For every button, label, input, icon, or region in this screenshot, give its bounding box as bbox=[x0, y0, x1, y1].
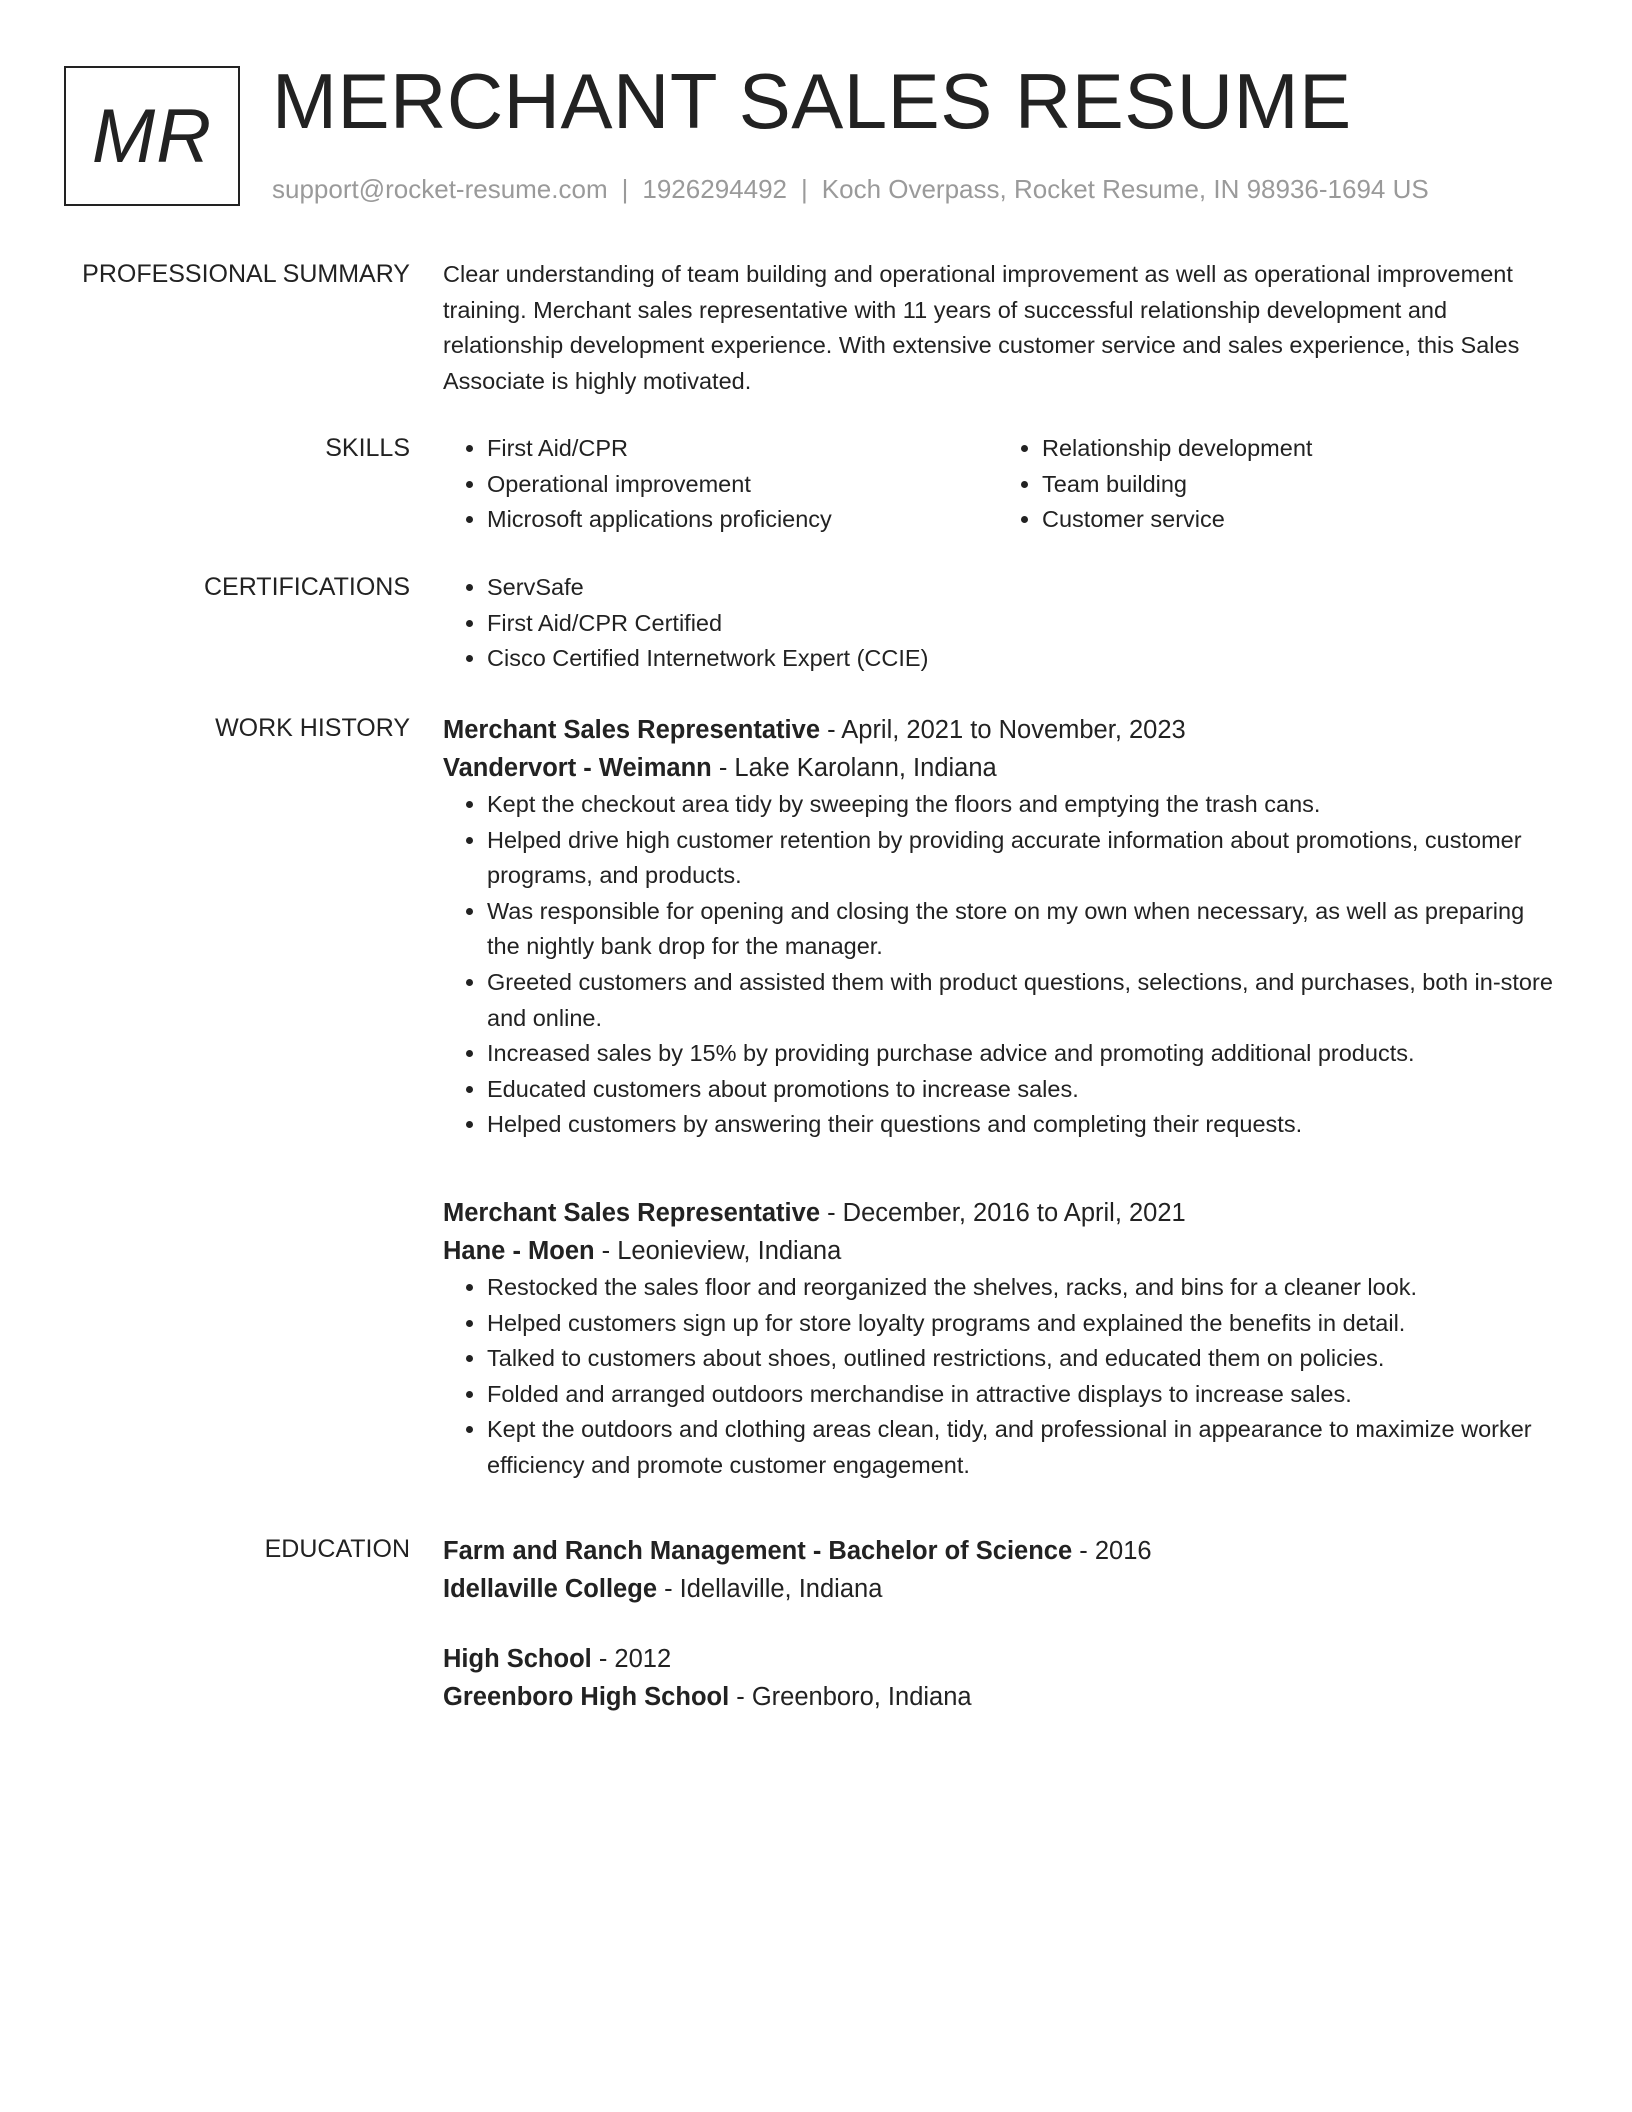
education-school: Greenboro High School bbox=[443, 1683, 730, 1711]
job-bullet: • Helped customers sign up for store loyalty programs and explained the benefits in detail. bbox=[487, 1306, 1553, 1342]
monogram-initials: MR bbox=[91, 93, 213, 179]
skills-list-left bbox=[443, 431, 998, 538]
job-company: Hane - Moen bbox=[443, 1237, 595, 1265]
certification-item: • Cisco Certified Internetwork Expert (CCIE) bbox=[487, 641, 1553, 677]
section-title-certifications: CERTIFICATIONS bbox=[203, 573, 410, 601]
job-bullet: • Kept the checkout area tidy by sweeping the floors and emptying the trash cans. bbox=[487, 787, 1553, 823]
job-company-line bbox=[443, 749, 1553, 787]
education-degree-line bbox=[443, 1640, 1553, 1678]
job-bullet: • Was responsible for opening and closing the store on my own when necessary, as well as preparing the nightly bank drop for the manager. bbox=[487, 894, 1553, 965]
education-school: Idellaville College bbox=[443, 1575, 657, 1603]
job-bullet: • Restocked the sales floor and reorganized the shelves, racks, and bins for a cleaner look. bbox=[487, 1270, 1553, 1306]
education-school-line bbox=[443, 1570, 1553, 1608]
education-entry-2 bbox=[443, 1640, 1553, 1716]
job-bullet: • Kept the outdoors and clothing areas clean, tidy, and professional in appearance to maximize worker efficiency and promote customer engagement. bbox=[487, 1412, 1553, 1483]
education-degree: Farm and Ranch Management - Bachelor of Science bbox=[443, 1537, 1073, 1565]
certification-item: • First Aid/CPR Certified bbox=[487, 606, 1553, 642]
job-company: Vandervort - Weimann bbox=[443, 754, 712, 782]
skill-item: • Microsoft applications proficiency bbox=[487, 502, 998, 538]
job-bullets bbox=[443, 787, 1553, 1143]
job-location: - Leonieview, Indiana bbox=[594, 1237, 842, 1265]
job-company-line bbox=[443, 1232, 1553, 1270]
section-title-education: EDUCATION bbox=[264, 1535, 410, 1563]
job-bullet: • Folded and arranged outdoors merchandise in attractive displays to increase sales. bbox=[487, 1377, 1553, 1413]
education-location: - Greenboro, Indiana bbox=[729, 1683, 972, 1711]
contact-phone: 1926294492 bbox=[642, 174, 787, 204]
education-degree-line bbox=[443, 1532, 1553, 1570]
skill-item: • Team building bbox=[1042, 467, 1553, 503]
contact-line bbox=[272, 172, 1429, 206]
job-2 bbox=[443, 1194, 1553, 1484]
job-bullet: • Helped drive high customer retention by providing accurate information about promotions, customer programs, and products. bbox=[487, 823, 1553, 894]
education-location: - Idellaville, Indiana bbox=[657, 1575, 883, 1603]
job-title-line bbox=[443, 711, 1553, 749]
job-dates: - December, 2016 to April, 2021 bbox=[820, 1199, 1186, 1227]
summary-text: Clear understanding of team building and operational improvement as well as operational improvement training. Merchant sales representative with 11 years of successful relationship development and relationship development experience. With extensive customer service and sales experience, this Sales Associate is highly motivated. bbox=[443, 261, 1520, 394]
education-entry-1 bbox=[443, 1532, 1553, 1608]
job-1 bbox=[443, 711, 1553, 1143]
skill-item: • Relationship development bbox=[1042, 431, 1553, 467]
job-bullet: • Educated customers about promotions to increase sales. bbox=[487, 1072, 1553, 1108]
job-role: Merchant Sales Representative bbox=[443, 1199, 820, 1227]
contact-separator: | bbox=[621, 174, 629, 204]
contact-separator: | bbox=[801, 174, 808, 204]
job-title-line bbox=[443, 1194, 1553, 1232]
education-school-line bbox=[443, 1678, 1553, 1716]
job-bullet: • Increased sales by 15% by providing purchase advice and promoting additional products. bbox=[487, 1036, 1553, 1072]
job-location: - Lake Karolann, Indiana bbox=[711, 754, 997, 782]
job-bullet: • Helped customers by answering their questions and completing their requests. bbox=[487, 1107, 1553, 1143]
education-degree: High School bbox=[443, 1645, 592, 1673]
skills-list-right bbox=[998, 431, 1553, 538]
section-title-summary: PROFESSIONAL SUMMARY bbox=[82, 260, 410, 288]
contact-address: Koch Overpass, Rocket Resume, IN 98936-1694 US bbox=[821, 174, 1429, 204]
education-year: - 2016 bbox=[1072, 1537, 1152, 1565]
job-bullets bbox=[443, 1270, 1553, 1484]
contact-email: support@rocket-resume.com bbox=[272, 174, 608, 204]
certifications-body bbox=[443, 570, 1553, 677]
certifications-list bbox=[443, 570, 1553, 677]
job-bullet: • Greeted customers and assisted them with product questions, selections, and purchases, both in-store and online. bbox=[487, 965, 1553, 1036]
summary-body bbox=[443, 257, 1553, 399]
skill-item: • Customer service bbox=[1042, 502, 1553, 538]
certification-item: • ServSafe bbox=[487, 570, 1553, 606]
section-title-skills: SKILLS bbox=[325, 434, 410, 462]
education-year: - 2012 bbox=[591, 1645, 672, 1673]
resume-title: MERCHANT SALES RESUME bbox=[272, 57, 1352, 145]
monogram-logo bbox=[64, 66, 240, 206]
job-bullet: • Talked to customers about shoes, outlined restrictions, and educated them on policies. bbox=[487, 1341, 1553, 1377]
skills-body bbox=[443, 431, 1553, 538]
job-role: Merchant Sales Representative bbox=[443, 716, 820, 744]
skill-item: • First Aid/CPR bbox=[487, 431, 998, 467]
job-dates: - April, 2021 to November, 2023 bbox=[820, 716, 1186, 744]
skill-item: • Operational improvement bbox=[487, 467, 998, 503]
section-title-work-history: WORK HISTORY bbox=[215, 714, 410, 742]
